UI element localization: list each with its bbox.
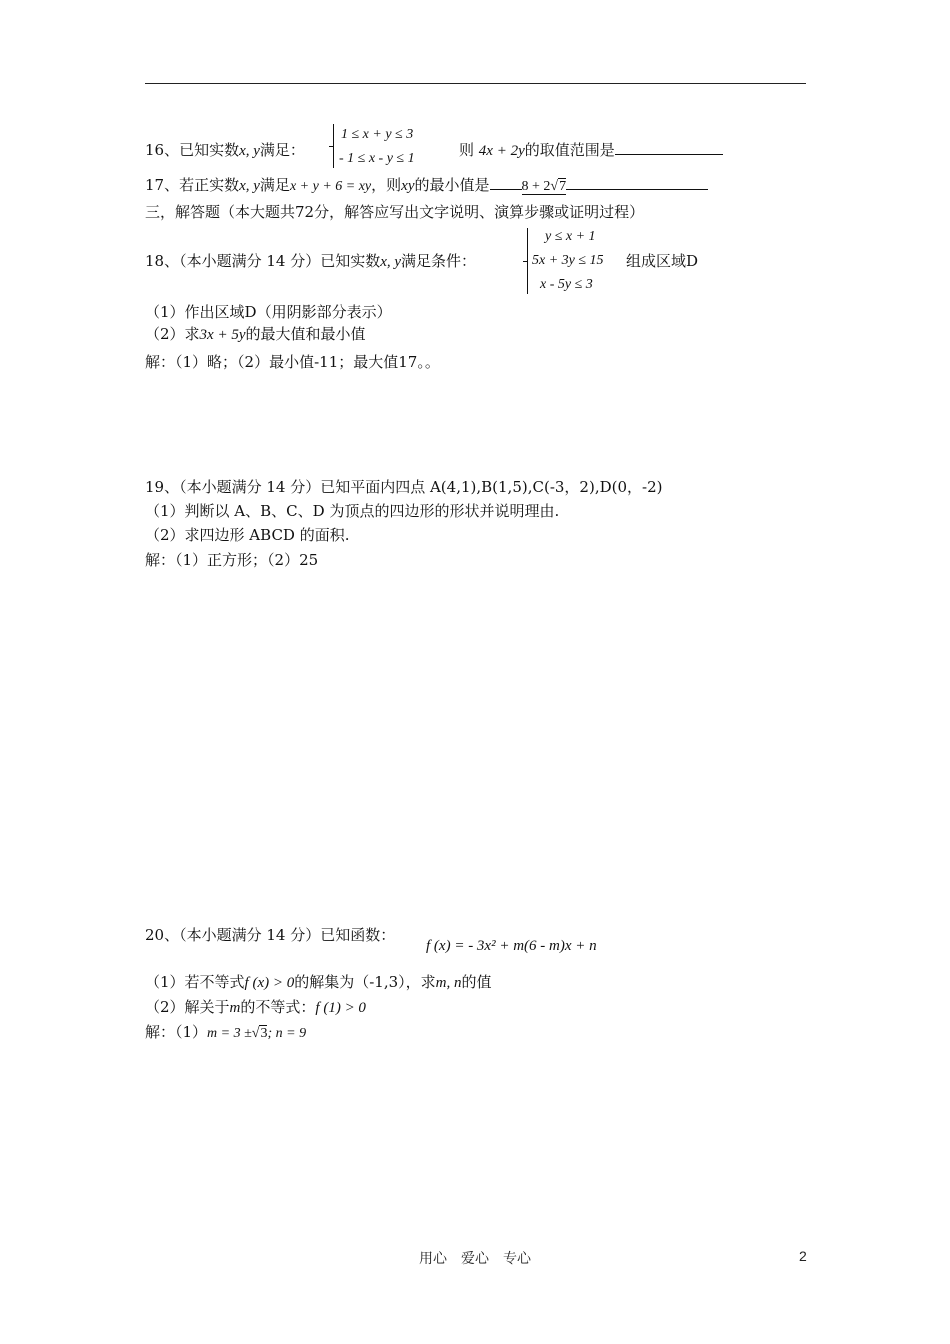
q18-mid: 满足条件： bbox=[401, 252, 477, 270]
q20-part2-mid: 的不等式： bbox=[240, 998, 316, 1016]
q17-expr: xy bbox=[401, 178, 415, 194]
q20-solution-root: 3 bbox=[260, 1026, 268, 1041]
q20-function: f (x) = - 3x² + m(6 - m)x + n bbox=[426, 938, 597, 954]
q20-part-1 bbox=[145, 972, 492, 993]
q17-condition: x + y + 6 = xy bbox=[289, 179, 372, 194]
q18-tail: 组成区域D bbox=[626, 252, 699, 270]
page-footer: 用心 爱心 专心 bbox=[419, 1251, 531, 1267]
q17-answer-term: 8 + 2 bbox=[521, 179, 551, 194]
question-16 bbox=[145, 140, 305, 161]
q16-then: 则 bbox=[459, 141, 475, 159]
q18-system-line-3: x - 5y ≤ 3 bbox=[540, 277, 593, 292]
q16-expr: 4x + 2y bbox=[478, 143, 525, 159]
q20-part1-lead: （1）若不等式 bbox=[145, 973, 245, 991]
q18-part2-lead: （2）求 bbox=[145, 325, 200, 343]
q20-solution-lead: 解：（1） bbox=[145, 1023, 208, 1041]
header-rule bbox=[145, 83, 806, 84]
q20-solution-n: ; n = 9 bbox=[267, 1026, 307, 1041]
q20-solution-m: m = 3 ± bbox=[207, 1026, 252, 1041]
q17-blank-right bbox=[566, 175, 708, 190]
q16-answer-blank[interactable] bbox=[615, 140, 723, 155]
q20-part1-tail: 的值 bbox=[461, 973, 492, 991]
q20-part1-mid: 的解集为（-1,3），求 bbox=[294, 973, 436, 991]
question-17 bbox=[145, 175, 708, 197]
q18-brace bbox=[527, 228, 528, 294]
section-3-heading: 三，解答题（本大题共72分，解答应写出文字说明、演算步骤或证明过程） bbox=[145, 203, 645, 221]
q16-brace bbox=[333, 124, 334, 168]
q18-system-line-1: y ≤ x + 1 bbox=[545, 229, 596, 244]
question-18 bbox=[145, 251, 476, 272]
q18-part2-expr: 3x + 5y bbox=[199, 327, 246, 343]
q17-vars: x, y bbox=[239, 178, 260, 194]
q16-mid: 满足： bbox=[259, 141, 305, 159]
q17-then: ，则 bbox=[371, 176, 402, 194]
q18-part2-tail: 的最大值和最小值 bbox=[245, 325, 366, 343]
q19-part-2: （2）求四边形 ABCD 的面积. bbox=[145, 526, 350, 544]
q16-suffix: 的取值范围是 bbox=[524, 141, 615, 159]
q18-part-2 bbox=[145, 324, 366, 345]
q17-sqrt-sign: √ bbox=[550, 179, 559, 194]
q16-system-line-2: - 1 ≤ x - y ≤ 1 bbox=[339, 151, 415, 166]
q18-prefix: 18、（本小题满分 14 分）已知实数 bbox=[145, 252, 381, 270]
q20-part2-var: m bbox=[229, 1000, 241, 1016]
q19-part-1: （1）判断以 A、B、C、D 为顶点的四边形的形状并说明理由. bbox=[145, 502, 560, 520]
q16-question-tail bbox=[459, 140, 723, 161]
q19-solution: 解：（1）正方形；（2）25 bbox=[145, 551, 319, 569]
question-19-title: 19、（本小题满分 14 分）已知平面内四点 A(4,1),B(1,5),C(-3，2),D(0，-2) bbox=[145, 478, 663, 496]
q20-part2-expr: f (1) > 0 bbox=[315, 1000, 366, 1016]
q20-part1-vars: m, n bbox=[435, 975, 462, 991]
q17-blank-left bbox=[490, 175, 522, 190]
q16-brace-tick bbox=[329, 146, 333, 147]
q18-system-line-2: 5x + 3y ≤ 15 bbox=[532, 253, 604, 268]
q20-part-2 bbox=[145, 997, 366, 1018]
q17-suffix: 的最小值是 bbox=[414, 176, 490, 194]
q20-part2-lead: （2）解关于 bbox=[145, 998, 230, 1016]
q17-answer bbox=[522, 179, 567, 195]
question-20-title: 20、（本小题满分 14 分）已知函数： bbox=[145, 926, 396, 944]
q20-sqrt-sign: √ bbox=[251, 1026, 260, 1041]
q17-answer-root: 7 bbox=[559, 179, 567, 194]
q18-vars: x, y bbox=[380, 254, 402, 270]
q18-brace-tick bbox=[523, 261, 527, 262]
q17-prefix: 17、若正实数 bbox=[145, 176, 240, 194]
q20-solution bbox=[145, 1022, 306, 1044]
q17-mid: 满足 bbox=[259, 176, 290, 194]
q16-prefix: 16、已知实数 bbox=[145, 141, 240, 159]
q18-solution: 解：（1）略；（2）最小值-11；最大值17。。 bbox=[145, 353, 440, 371]
page-number: 2 bbox=[799, 1248, 807, 1264]
q16-system-line-1: 1 ≤ x + y ≤ 3 bbox=[341, 127, 414, 142]
q18-part-1: （1）作出区域D（用阴影部分表示） bbox=[145, 303, 392, 321]
q20-part1-expr: f (x) > 0 bbox=[244, 975, 295, 991]
q16-vars: x, y bbox=[239, 143, 260, 159]
